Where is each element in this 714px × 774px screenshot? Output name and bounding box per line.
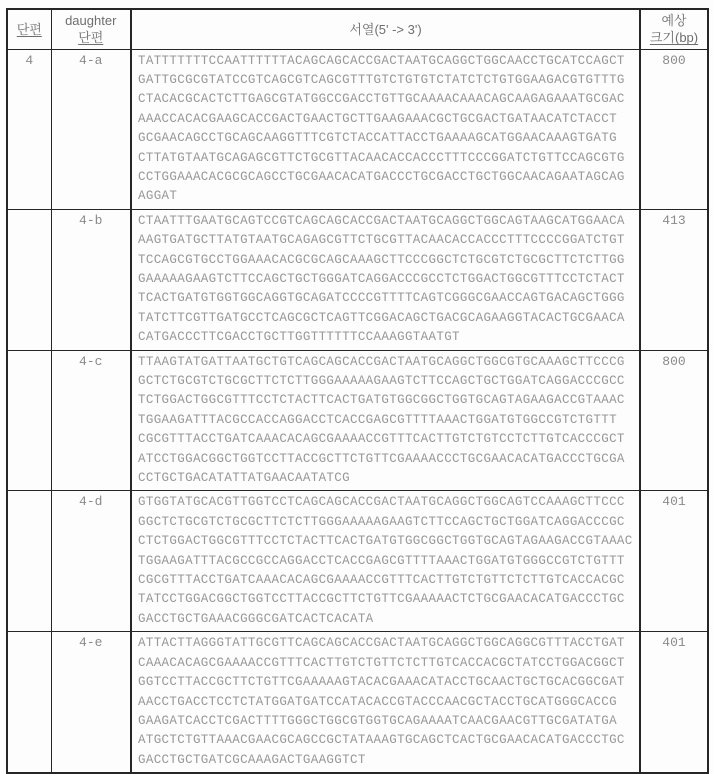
- table-row: [7, 350, 708, 491]
- expected-size-cell: 800: [640, 350, 708, 491]
- sequence-cell: [131, 632, 640, 773]
- daughter-cell: 4-e: [51, 632, 131, 773]
- daughter-cell: 4-d: [51, 491, 131, 632]
- header-size: [640, 9, 708, 49]
- header-daughter-line2: 단편: [78, 30, 104, 46]
- fragment-cell: [7, 209, 51, 350]
- table-row: [7, 491, 708, 632]
- fragment-cell: [7, 350, 51, 491]
- header-size-line2: 크기(bp): [649, 30, 699, 46]
- header-sequence: [131, 9, 640, 49]
- table-row: [7, 49, 708, 209]
- sequence-cell: [131, 491, 640, 632]
- fragment-cell: [7, 632, 51, 773]
- header-sequence-label: 서열(5' -> 3'): [349, 21, 422, 37]
- expected-size-cell: 401: [640, 632, 708, 773]
- sequence-cell: [131, 209, 640, 350]
- fragment-cell: [7, 491, 51, 632]
- header-daughter: [51, 9, 131, 49]
- expected-size-cell: 800: [640, 49, 708, 209]
- sequence-text: CTAATTTGAATGCAGTCCGTCAGCAGCACCGACTAATGCAGGCTGGCAGTAAGCATGGAACA AAGTGATGCTTATGTAATGCAGAGCGTTCTGCGTTACAACACCACCCTTTCCCCGGATCTGT TCCAGCGTGCCTGGAAACACGCGCAGCAAAGCTTCCCGGCTCTGCGTCTGCGCTTCTCTTGG GAAAAAGAAGTCTTCCAGCTGCTGGGATCAGGACCCGCCTCTGGACTGGCGTTTCCTCTACT TCACTGATGTGGTGGCAGGTGCAGATCCCCGTTTTCAGTCGGGCGAACCAGTGACAGCTGGG TATCTTCGTTGATGCCTCAGCGCTCAGTTCGGACAGCTGACGCAGAAGGTACACTGCGAACA CATGACCCTTCGACCTGCTTGGTTTTTTCCAAAGGTAATGT: [138, 213, 625, 345]
- sequence-cell: [131, 350, 640, 491]
- header-fragment: [7, 9, 51, 49]
- sequence-table: [6, 8, 709, 774]
- header-size-line1: 예상: [661, 13, 687, 29]
- daughter-cell: 4-b: [51, 209, 131, 350]
- daughter-cell: 4-a: [51, 49, 131, 209]
- expected-size-cell: 401: [640, 491, 708, 632]
- table-row: [7, 209, 708, 350]
- header-fragment-label: 단편: [16, 21, 42, 37]
- table-row: [7, 632, 708, 773]
- fragment-cell: 4: [7, 49, 51, 209]
- header-daughter-line1: daughter: [65, 13, 117, 29]
- sequence-text: ATTACTTAGGGTATTGCGTTCAGCAGCACCGACTAATGCAGGCTGGCAGGCGTTTACCTGAT CAAACACAGCGAAAACCGTTTCACTTGTCTGTTCTCTTGTCACCACGCTATCCTGGACGGCT GGTCCTTACCGCTTCTGTTCGAAAAAGTACACGAAACATACCTGCAACTGCTGCACGGCGAT AACCTGACCTCCTCTATGGATGATCCATACACCGTACCCAACGCTACCTGCATGGGCACCG GAAGATCACCTCGACTTTTGGGCTGGCGTGGTGCAGAAAATCAACGAACGTTGCGATATGA ATGCTCTGTTAAACGAACGCAGCCGCTATAAAGTGCAGCTCACTGCGAACACATGACCCTGC GACCTGCTGATCGCAAAGACTGAAGGTCT: [138, 636, 625, 767]
- sequence-text: TATTTTTTTCCAATTTTTTACAGCAGCACCGACTAATGCAGGCTGGCAACCTGCATCCAGCT GATTGCGCGTATCCGTCAGCGTCAGCGTTTGTCTGTGTCTATCTCTGTGGAAGACGTGTTTG CTACACGCACTCTTGAGCGTATGGCCGACCTGTTGCAAAACAAACAGCAAGAGAAATGCGAC AAACCACACGAAGCACCGACTGAACTGCTTGAAGAAACGCTGCGACTGATAACATCTACCT GCGAACAGCCTGCAGCAAGGTTTCGTCTACCATTACCTGAAAAGCATGGAACAAAGTGATG CTTATGTAATGCAGAGCGTTCTGCGTTACAACACCACCCTTTCCCGGATCTGTTCCAGCGTG CCTGGAAACACGCGCAGCCTGCGAACACATGACCCTGCGACCTGCTGGCAACAGAATAGCAG AGGAT: [138, 53, 625, 204]
- daughter-cell: 4-c: [51, 350, 131, 491]
- expected-size-cell: 413: [640, 209, 708, 350]
- sequence-text: GTGGTATGCACGTTGGTCCTCAGCAGCACCGACTAATGCAGGCTGGCAGTCCAAAGCTTCCC GGCTCTGCGTCTGCGCTTCTCTTGGGAAAAAGAAGTCTTCCAGCTGCTGGATCAGGACCCGC CTCTGGACTGGCGTTTCCTCTACTTCACTGATGTGGCGGCTGGTGCAGTAGAAGACCGTAAAC TGGAAGATTTACGCCGCCAGGACCTCACCGAGCGTTTTAAACTGGATGTGGGCCGTCTGTTT CGCGTTTACCTGATCAAACACAGCGAAAACCGTTTCACTTGTCTGTTCTCTTGTCACCACGC TATCCTGGACGGCTGGTCCTTACCGCTTCTGTTCGAAAAACTCTGCGAACACATGACCCTGC GACCTGCTGAAACGGGCGATCACTCACATA: [138, 495, 633, 626]
- sequence-cell: [131, 49, 640, 209]
- header-row: [7, 9, 708, 49]
- sequence-text: TTAAGTATGATTAATGCTGTCAGCAGCACCGACTAATGCAGGCTGGCGTGCAAAGCTTCCCG GCTCTGCGTCTGCGCTTCTCTTGGGAAAAAGAAGTCTTCCAGCTGCTGGATCAGGACCCGCC TCTGGACTGGCGTTTCCTCTACTTCACTGATGTGGCGGCTGGTGCAGTAGAAGACCGTAAAC TGGAAGATTTACGCCACCAGGACCTCACCGAGCGTTTTAAACTGGATGTGGCCGTCTGTTT CGCGTTTACCTGATCAAACACAGCGAAAACCGTTTCACTTGTCTGTCCTCTTGTCACCCGCT ATCCTGGACGGCTGGTCCTTACCGCTTCTGTTCGAAAACCCTGCGAACACATGACCCTGCGA CCTGCTGACATATTATGAACAATATCG: [138, 354, 625, 486]
